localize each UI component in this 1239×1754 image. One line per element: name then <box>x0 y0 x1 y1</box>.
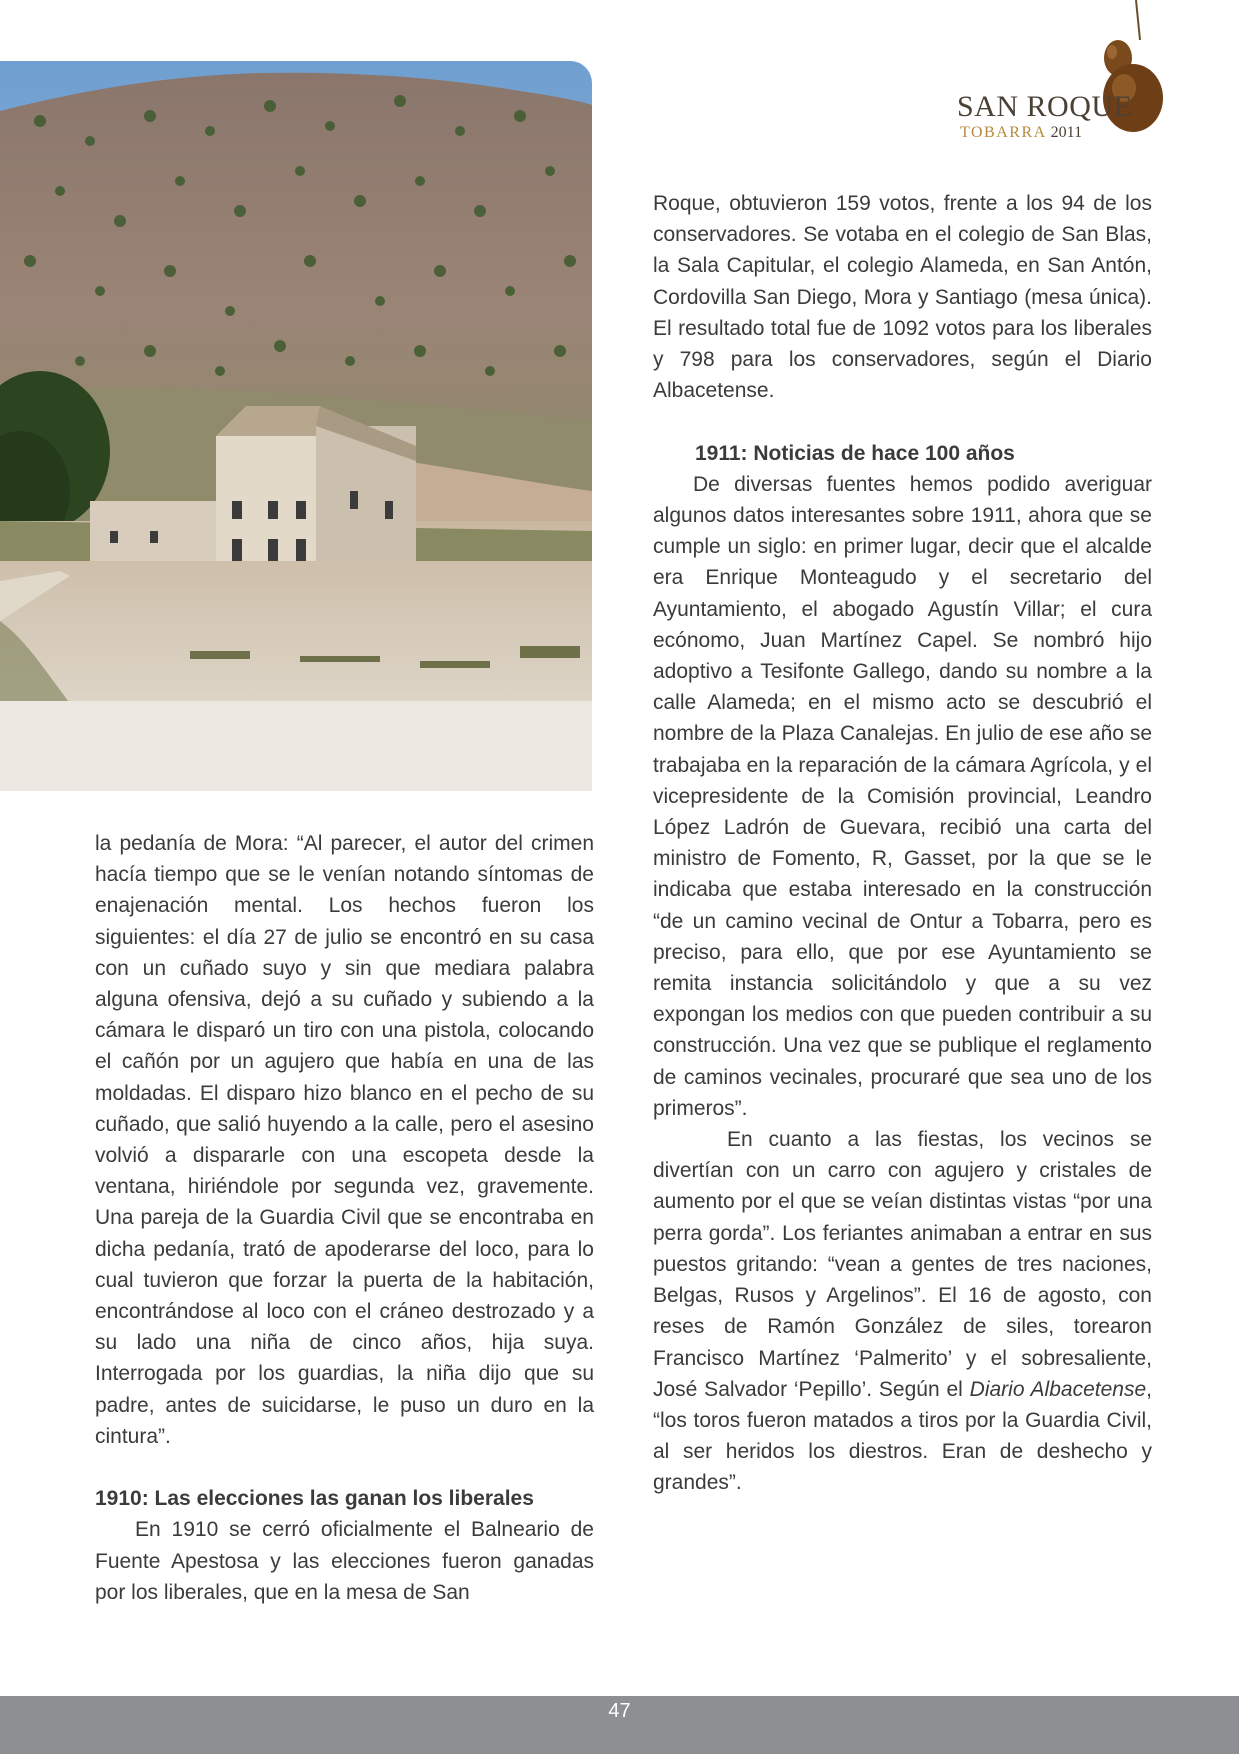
left-paragraph-2: En 1910 se cerró oficialmente el Balneario de Fuente Apestosa y las elecciones fueron ganadas por los liberales, que en la mesa de San <box>95 1518 594 1604</box>
landscape-photo <box>0 61 592 791</box>
brand-subtitle <box>960 124 1082 142</box>
newspaper-title: Diario Albacetense <box>969 1377 1147 1401</box>
left-column <box>95 828 594 1608</box>
left-paragraph-1: la pedanía de Mora: “Al parecer, el autor del crimen hacía tiempo que se le venían notando síntomas de enajenación mental. Los hechos fueron los siguientes: el día 27 de julio se encontró en su casa con un cuñado suyo y sin que mediara palabra alguna ofensiva, dejó a su cuñado y subiendo a la cámara le disparó un tiro con una pistola, colocando el cañón por un agujero que había en una de las moldadas. El disparo hizo blanco en el pecho de su cuñado, que salió huyendo a la calle, pero el asesino volvió a dispararle con una escopeta desde la ventana, hiriéndole por segunda vez, gravemente. Una pareja de la Guardia Civil que se encontraba en dicha pedanía, trató de apoderarse del loco, para lo cual tuvieron que forzar la puerta de la habitación, encontrándose al loco con el cráneo destrozado y a su lado una niña de cinco años, hija suya. Interrogada por los guardias, la niña dijo que su padre, antes de suicidarse, le puso un duro en la cintura”. <box>95 832 594 1448</box>
section-heading-1911: 1911: Noticias de hace 100 años <box>695 441 1015 465</box>
right-paragraph-3-part-1: En cuanto a las fiestas, los vecinos se divertían con un carro con agujero y cristales de aumento por el que se veían distintas vistas “por una perra gorda”. Los feriantes animaban a entrar en sus puestos gritando: “vean a gentes de tres naciones, Belgas, Rusos y Argelinos”. El 16 de agosto, con reses de Ramón González de siles, torearon Francisco Martínez ‘Palmerito’ y el sobresaliente, José Salvador ‘Pepillo’. Según el <box>653 1128 1152 1401</box>
brand-year: 2011 <box>1050 124 1083 141</box>
right-paragraph-1: Roque, obtuvieron 159 votos, frente a los 94 de los conservadores. Se votaba en el colegio de San Blas, la Sala Capitular, el colegio Alameda, en San Antón, Cordovilla San Diego, Mora y Santiago (mesa única). El resultado total fue de 1092 votos para los liberales y 798 para los conservadores, según el Diario Albacetense. <box>653 192 1152 403</box>
section-heading-1910: 1910: Las elecciones las ganan los liberales <box>95 1487 534 1511</box>
right-paragraph-3-part-2: , “los toros fueron matados a tiros por la Guardia Civil, al ser heridos los diestros. Eran de deshecho y grandes”. <box>653 1377 1152 1495</box>
brand-place: TOBARRA <box>960 124 1047 141</box>
brand-title: SAN ROQUE <box>957 90 1133 123</box>
page-number: 47 <box>608 1700 631 1722</box>
right-paragraph-2: De diversas fuentes hemos podido averiguar algunos datos interesantes sobre 1911, ahora que se cumple un siglo: en primer lugar, decir que el alcalde era Enrique Monteagudo y el secretario del Ayuntamiento, el abogado Agustín Villar; el cura ecónomo, Juan Martínez Capel. Se nombró hijo adoptivo a Tesifonte Gallego, dando su nombre a la calle Alameda; en el mismo acto se descubrió el nombre de la Plaza Canalejas. En julio de ese año se trabajaba en la reparación de la cámara Agrícola, y el vicepresidente de la Comisión provincial, Leandro López Ladrón de Guevara, recibió una carta del ministro de Fomento, R, Gasset, por la que se le indicaba que estaba interesado en la construcción “de un camino vecinal de Ontur a Tobarra, pero es preciso, para ello, que por ese Ayuntamiento se remita instancia solicitándolo y que a su vez expongan los medios con que pueden contribuir a su construcción. Una vez que se publique el reglamento de caminos vecinales, procuraré que sea uno de los primeros”. <box>653 472 1152 1120</box>
right-paragraph-3 <box>653 1124 1152 1498</box>
landscape-farmhouse-photo <box>0 61 592 791</box>
right-column <box>653 188 1152 1499</box>
